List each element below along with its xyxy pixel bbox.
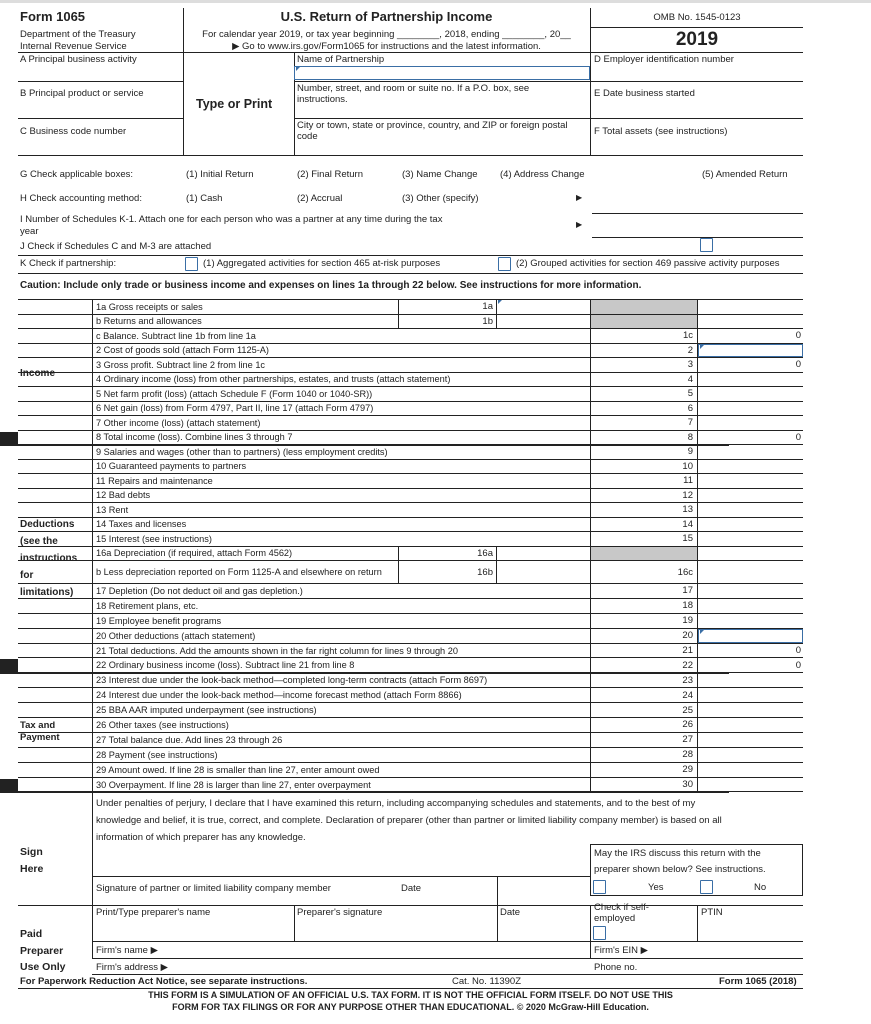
discuss-no-checkbox[interactable] [700,880,713,894]
line-number: 8 [590,431,698,445]
initial-return-option[interactable]: (1) Initial Return [186,169,254,180]
name-change-option[interactable]: (3) Name Change [402,169,478,180]
line-description: 11 Repairs and maintenance [92,474,590,488]
omb-number: OMB No. 1545-0123 [653,12,741,23]
line-description: b Returns and allowances [92,315,590,329]
discuss-yes-label: Yes [648,882,664,893]
amount-input[interactable]: 0 [795,659,801,671]
date-started-label: E Date business started [594,88,695,99]
amount-input[interactable] [698,547,803,561]
line-row [18,561,803,584]
sign-date-label: Date [401,883,422,894]
self-employed-label: Check if self-employed [594,902,649,924]
perjury-text-3: information of which preparer has any knowledge. [96,832,306,843]
schedules-c-m3-label: J Check if Schedules C and M-3 are attached [20,241,212,252]
cash-option[interactable]: (1) Cash [186,193,223,204]
line-description: 21 Total deductions. Add the amounts shown in the far right column for lines 9 through 20 [92,644,590,658]
disclaimer-1: THIS FORM IS A SIMULATION OF AN OFFICIAL U.S. TAX FORM. IT IS NOT THE OFFICIAL FORM ITSELF. DO NOT USE THIS [148,990,673,1000]
amount-input[interactable] [698,748,803,762]
firm-address-field[interactable]: Firm's address ▶ [96,962,168,973]
other-method-option[interactable]: (3) Other (specify) [402,193,479,204]
line-row [18,358,803,373]
dept-irs: Internal Revenue Service [20,41,127,52]
line-row [18,718,803,733]
amount-input[interactable] [698,315,803,329]
k1-count-label: I Number of Schedules K-1. Attach one for each person who was a partner at any time during the tax [20,214,443,225]
paid-label: Paid [20,928,43,940]
other-method-input[interactable] [592,213,803,214]
line-row [18,688,803,703]
amount-input[interactable] [698,614,803,628]
preparer-signature-field[interactable]: Preparer's signature [297,907,383,918]
use-only-label: Use Only [20,961,66,973]
line-description: 2 Cost of goods sold (attach Form 1125-A) [92,344,590,358]
line-description: 8 Total income (loss). Combine lines 3 through 7 [92,431,590,445]
line-row [18,460,803,475]
line-description: 29 Amount owed. If line 28 is smaller than line 27, enter amount owed [92,763,590,777]
line-description: 28 Payment (see instructions) [92,748,590,762]
paperwork-notice: For Paperwork Reduction Act Notice, see separate instructions. [20,976,308,987]
amount-input[interactable] [698,474,803,488]
line-description: 24 Interest due under the look-back method—income forecast method (attach Form 8866) [92,688,590,702]
city-label: City or town, state or province, country, and ZIP or foreign postal code [297,120,568,142]
line-description: 3 Gross profit. Subtract line 2 from line 1c [92,358,590,372]
line-number: 27 [590,733,698,747]
amount-input[interactable] [698,718,803,732]
line-description: 23 Interest due under the look-back method—completed long-term contracts (attach Form 8697) [92,673,590,687]
line-number: 3 [590,358,698,372]
line-description: 17 Depletion (Do not deduct oil and gas depletion.) [92,584,590,598]
line-row [18,644,803,659]
preparer-date-field[interactable]: Date [500,907,521,918]
amount-input[interactable] [698,733,803,747]
line-description: 7 Other income (loss) (attach statement) [92,416,590,430]
line-row [18,614,803,629]
amount-input[interactable] [698,673,803,687]
income-deductions-lines [18,300,803,792]
grouped-activities-checkbox[interactable] [498,257,511,271]
line-number: 17 [590,584,698,598]
amount-input[interactable] [698,688,803,702]
line-description: 9 Salaries and wages (other than to partners) (less employment credits) [92,445,590,459]
inner-line-number: 16a [398,547,497,561]
line-number: 22 [590,658,698,672]
line-description: 25 BBA AAR imputed underpayment (see instructions) [92,703,590,717]
line-description: 30 Overpayment. If line 28 is larger than line 27, enter overpayment [92,778,590,792]
street-label: Number, street, and room or suite no. If a P.O. box, see instructions. [297,83,530,105]
line-row [18,599,803,614]
type-or-print-label: Type or Print [196,97,273,111]
aggregated-activities-checkbox[interactable] [185,257,198,271]
amount-input[interactable] [698,763,803,777]
line-row [18,344,803,359]
amount-input[interactable] [698,518,803,532]
line-number: 12 [590,489,698,503]
line-description: 14 Taxes and licenses [92,518,590,532]
line-number: 28 [590,748,698,762]
line-row [18,300,803,315]
section-deductions-line: instructions [20,553,78,564]
line-description: 4 Ordinary income (loss) from other partnerships, estates, and trusts (attach statement) [92,373,590,387]
dept-treasury: Department of the Treasury [20,29,136,40]
schedules-c-m3-checkbox[interactable] [700,238,713,252]
line-description: 16a Depreciation (if required, attach Form 4562) [92,547,590,561]
line-row [18,489,803,504]
line-row [18,518,803,533]
line-number: 14 [590,518,698,532]
line-row [18,547,803,562]
line-row [18,373,803,388]
amount-input[interactable] [698,703,803,717]
partner-signature-field[interactable]: Signature of partner or limited liability company member [96,883,331,894]
line-number: 24 [590,688,698,702]
line-number [590,315,698,329]
section-deductions-line: (see the [20,536,58,547]
amount-input[interactable] [698,778,803,792]
preparer-label: Preparer [20,945,64,957]
line-row [18,329,803,344]
line-number: 10 [590,460,698,474]
inner-line-number: 1a [398,300,497,314]
line-description: b Less depreciation reported on Form 1125-A and elsewhere on return [92,561,472,583]
amount-input[interactable] [698,561,803,583]
line-number: 25 [590,703,698,717]
line-number: 11 [590,474,698,488]
amount-input[interactable] [698,460,803,474]
line-row [18,748,803,763]
k1-count-input[interactable] [592,237,803,238]
discuss-yes-checkbox[interactable] [593,880,606,894]
amount-input[interactable] [698,503,803,517]
line-row [18,733,803,748]
sign-label-here: Here [20,863,44,875]
line-number: 5 [590,387,698,401]
perjury-text-1: Under penalties of perjury, I declare that I have examined this return, including accompanying schedules and statements, and to the best of my [96,798,696,809]
grouped-activities-label: (2) Grouped activities for section 469 passive activity purposes [516,258,780,269]
line-number: 4 [590,373,698,387]
line-row [18,584,803,599]
perjury-text-2: knowledge and belief, it is true, correct, and complete. Declaration of preparer (other than partner or limited liability company member) is based on all [96,815,722,826]
principal-activity-label: A Principal business activity [20,54,137,65]
line-number: 1c [590,329,698,343]
line-row [18,315,803,330]
line-row [18,532,803,547]
line-description: 15 Interest (see instructions) [92,532,590,546]
section-deductions-line: limitations) [20,587,74,598]
accrual-option[interactable]: (2) Accrual [297,193,343,204]
line-description: 27 Total balance due. Add lines 23 through 26 [92,733,590,747]
line-row [18,416,803,431]
address-change-option[interactable]: (4) Address Change [500,169,585,180]
amount-input[interactable]: 0 [795,431,801,443]
line-row [18,445,803,460]
caution-text: Caution: Include only trade or business income and expenses on lines 1a through 22 below. See instructions for more information. [20,280,642,291]
amount-input[interactable] [698,629,803,643]
inner-amount-input[interactable] [497,547,590,561]
line-description: 13 Rent [92,503,590,517]
line-row [18,431,803,446]
ptin-field[interactable]: PTIN [701,907,723,918]
amended-return-option[interactable]: (5) Amended Return [702,169,788,180]
amount-input[interactable]: 0 [795,359,801,371]
line-row [18,673,803,688]
line-description: c Balance. Subtract line 1b from line 1a [92,329,590,343]
irs-discuss-text-2: preparer shown below? See instructions. [594,864,766,875]
phone-field[interactable]: Phone no. [594,962,638,973]
sign-label: Sign [20,846,43,858]
amount-input[interactable] [698,599,803,613]
section-tax-line: Tax and [20,720,56,731]
form-title: U.S. Return of Partnership Income [280,9,493,24]
line-row [18,474,803,489]
line-number [590,300,698,314]
aggregated-activities-label: (1) Aggregated activities for section 465 at-risk purposes [203,258,441,269]
irs-discuss-text-1: May the IRS discuss this return with the [594,848,761,859]
line-number: 6 [590,402,698,416]
line-row [18,402,803,417]
line-number: 13 [590,503,698,517]
line-row [18,629,803,644]
line-number: 19 [590,614,698,628]
line-number: 2 [590,344,698,358]
line-number: 15 [590,532,698,546]
catalog-number: Cat. No. 11390Z [452,976,522,987]
inner-line-number: 16b [398,561,497,583]
line-number: 20 [590,629,698,643]
line-number: 30 [590,778,698,792]
amount-input[interactable] [698,300,803,314]
instructions-link: ▶ Go to www.irs.gov/Form1065 for instructions and the latest information. [232,41,541,52]
form-number: Form 1065 [20,9,86,24]
amount-input[interactable]: 0 [795,330,801,342]
amount-input[interactable] [698,373,803,387]
line-description: 20 Other deductions (attach statement) [92,629,590,643]
amount-input[interactable]: 0 [795,645,801,656]
firm-ein-field[interactable]: Firm's EIN ▶ [594,945,648,956]
line-number: 26 [590,718,698,732]
amount-input[interactable] [698,489,803,503]
amount-input[interactable] [698,416,803,430]
top-bar [0,0,871,3]
partnership-check-label: K Check if partnership: [20,258,117,269]
line-description: 12 Bad debts [92,489,590,503]
form-footer-label: Form 1065 (2018) [719,976,797,987]
disclaimer-2: FORM FOR TAX FILINGS OR FOR ANY PURPOSE OTHER THAN EDUCATIONAL. © 2020 McGraw-Hill Education. [172,1002,649,1012]
discuss-no-label: No [754,882,767,893]
self-employed-checkbox[interactable] [593,926,606,940]
line-row [18,387,803,402]
section-tax-line: Payment [20,732,60,743]
amount-input[interactable] [698,445,803,459]
inner-amount-input[interactable] [497,300,590,314]
line-row [18,703,803,718]
line-number: 9 [590,445,698,459]
ein-label: D Employer identification number [594,54,734,65]
inner-amount-input[interactable] [497,561,590,583]
partnership-name-label: Name of Partnership [297,54,385,65]
line-number: 23 [590,673,698,687]
line-description: 19 Employee benefit programs [92,614,590,628]
total-assets-label: F Total assets (see instructions) [594,126,728,137]
inner-amount-input[interactable] [497,315,590,329]
arrow-icon: ▶ [576,220,583,229]
line-number [590,547,698,561]
section-income: Income [20,368,56,379]
line-row [18,503,803,518]
final-return-option[interactable]: (2) Final Return [297,169,363,180]
accounting-method-label: H Check accounting method: [20,193,142,204]
line-row [18,658,803,673]
line-row [18,763,803,778]
line-description: 10 Guaranteed payments to partners [92,460,590,474]
line-number: 29 [590,763,698,777]
k1-count-label-year: year [20,226,39,237]
amount-input[interactable] [698,402,803,416]
preparer-name-field[interactable]: Print/Type preparer's name [96,907,211,918]
line-number: 18 [590,599,698,613]
check-boxes-label: G Check applicable boxes: [20,169,134,180]
line-number: 16c [590,561,698,583]
firm-name-field[interactable]: Firm's name ▶ [96,945,158,956]
line-description: 5 Net farm profit (loss) (attach Schedule F (Form 1040 or 1040-SR)) [92,387,590,401]
line-description: 18 Retirement plans, etc. [92,599,590,613]
partnership-name-input[interactable] [294,66,590,80]
section-tax-payment [20,720,60,744]
line-row [18,778,803,793]
section-deductions-line: Deductions [20,519,75,530]
principal-product-label: B Principal product or service [20,88,144,99]
line-description: 26 Other taxes (see instructions) [92,718,590,732]
amount-input[interactable] [698,532,803,546]
amount-input[interactable] [698,387,803,401]
amount-input[interactable] [698,344,803,358]
business-code-label: C Business code number [20,126,127,137]
tax-year: 2019 [675,29,719,50]
tax-year-line: For calendar year 2019, or tax year beginning ________, 2018, ending ________, 20__ [202,29,571,40]
arrow-icon: ▶ [576,193,583,202]
line-description: 22 Ordinary business income (loss). Subtract line 21 from line 8 [92,658,590,672]
amount-input[interactable] [698,584,803,598]
line-number: 7 [590,416,698,430]
inner-line-number: 1b [398,315,497,329]
line-number: 21 [590,644,698,658]
section-deductions [20,516,77,601]
section-deductions-line: for [20,570,34,581]
line-description: 1a Gross receipts or sales [92,300,590,314]
line-description: 6 Net gain (loss) from Form 4797, Part II, line 17 (attach Form 4797) [92,402,590,416]
